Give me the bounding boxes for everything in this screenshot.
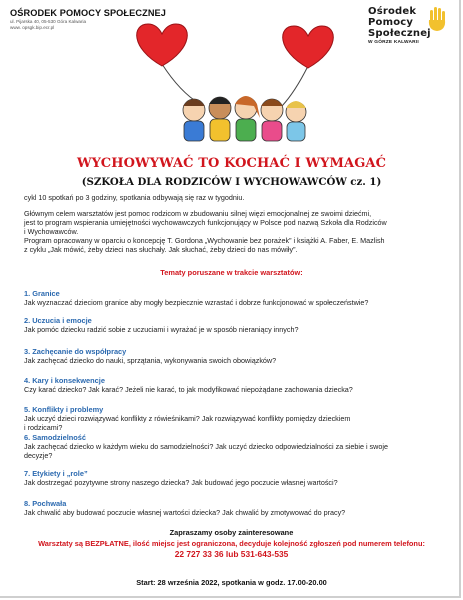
topic-title: 7. Etykiety i „role” <box>24 469 88 478</box>
topic-title: 5. Konflikty i problemy <box>24 405 104 414</box>
logo-line-3: Społecznej <box>368 28 431 39</box>
phone-numbers: 22 727 33 36 lub 531-643-535 <box>174 549 289 559</box>
topic-item <box>24 347 444 365</box>
org-website: www. opsgk.bip.ecr.pl <box>10 25 55 30</box>
main-title: WYCHOWYWAĆ TO KOCHAĆ I WYMAGAĆ <box>76 156 387 171</box>
ops-logo <box>368 6 456 58</box>
topic-desc: Jak wyznaczać dzieciom granice aby mogły bezpiecznie wzrastać i dobrze funkcjonować w społeczeństwie? <box>24 298 369 307</box>
topic-desc: Jak uczyć dzieci rozwiązywać konflikty z rówieśnikami? Jak rozwiązywać konflikty pomiędzy dzieckiem <box>24 414 351 423</box>
main-subtitle: (SZKOŁA DLA RODZICÓW I WYCHOWAWCÓW cz. 1) <box>81 176 382 188</box>
intro-line: z cyklu „Jak mówić, żeby dzieci nas słuchały. Jak słuchać, żeby dzieci do nas mówiły”. <box>24 245 298 254</box>
free-notice: Warsztaty są BEZPŁATNE, ilość miejsc jest ograniczona, decyduje kolejność zgłoszeń pod numerem telefonu: <box>38 539 425 548</box>
intro-line: Głównym celem warsztatów jest pomoc rodzicom w zbudowaniu silnej więzi emocjonalnej ze swoimi dziećmi, <box>24 209 372 218</box>
start-date: Start: 28 września 2022, spotkania w godz. 17.00-20.00 <box>136 578 327 587</box>
topic-item <box>24 376 444 394</box>
intro-line: i Wychowawców. <box>24 227 79 236</box>
topic-desc: decyzje? <box>24 451 53 460</box>
topic-title: 1. Granice <box>24 289 60 298</box>
cycle-info: cykl 10 spotkań po 3 godziny, spotkania odbywają się raz w tygodniu. <box>24 193 245 202</box>
topic-item <box>24 289 444 307</box>
invite-text: Zapraszamy osoby zainteresowane <box>169 528 294 537</box>
topic-item <box>24 405 444 432</box>
topic-item <box>24 316 444 334</box>
topic-desc: Jak zachęcać dziecko do nauki, sprzątania, wykonywania swoich obowiązków? <box>24 356 277 365</box>
intro-line: jest to program wspierania umiejętności wychowawczych funkcjonujący w Polsce pod nazwą Szkoła dla Rodziców <box>24 218 387 227</box>
topic-desc: Jak pomóc dziecku radzić sobie z uczuciami i wyrażać je w sposób nieraniący innych? <box>24 325 299 334</box>
intro-line: Program opracowany w oparciu o koncepcję T. Gordona „Wychowanie bez porażek” i książki A. Faber, E. Mazlish <box>24 236 385 245</box>
child-3 <box>235 96 260 141</box>
logo-line-1: Ośrodek <box>368 6 417 17</box>
children-balloons-illustration <box>110 22 370 150</box>
heart-balloon-left <box>137 24 188 66</box>
topic-desc: Czy karać dziecko? Jak karać? Jeżeli nie karać, to jak modyfikować niepożądane zachowania dziecka? <box>24 385 353 394</box>
topic-item <box>24 469 444 487</box>
topic-title: 2. Uczucia i emocje <box>24 316 92 325</box>
child-2 <box>209 97 231 141</box>
topic-title: 8. Pochwała <box>24 499 67 508</box>
topic-title: 3. Zachęcanie do współpracy <box>24 347 127 356</box>
topic-desc: i rodzicami? <box>24 423 63 432</box>
topic-item <box>24 433 444 460</box>
topics-heading: Tematy poruszane w trakcie warsztatów: <box>160 268 303 277</box>
org-name: OŚRODEK POMOCY SPOŁECZNEJ <box>10 8 166 18</box>
logo-subtitle: W GÓRZE KALWARII <box>368 40 419 45</box>
topic-item <box>24 499 444 517</box>
child-4 <box>261 99 283 141</box>
intro-paragraph <box>24 209 444 254</box>
hand-icon <box>426 6 448 34</box>
org-address: ul. Pijarska 40, 05-530 Góra Kalwaria <box>10 19 87 24</box>
topic-title: 4. Kary i konsekwencje <box>24 376 105 385</box>
topic-desc: Jak zachęcać dziecko w każdym wieku do samodzielności? Jak uczyć dziecko odpowiedzialności za siebie i swoje <box>24 442 388 451</box>
child-5 <box>286 101 306 141</box>
logo-line-2: Pomocy <box>368 17 414 28</box>
topic-title: 6. Samodzielność <box>24 433 87 442</box>
topic-desc: Jak chwalić aby budować poczucie własnej wartości dziecka? Jak chwalić by zmotywować do pracy? <box>24 508 346 517</box>
topic-desc: Jak dostrzegać pozytywne strony naszego dziecka? Jak budować jego poczucie własnej wartości? <box>24 478 338 487</box>
child-1 <box>183 99 205 141</box>
heart-balloon-right <box>283 26 334 68</box>
